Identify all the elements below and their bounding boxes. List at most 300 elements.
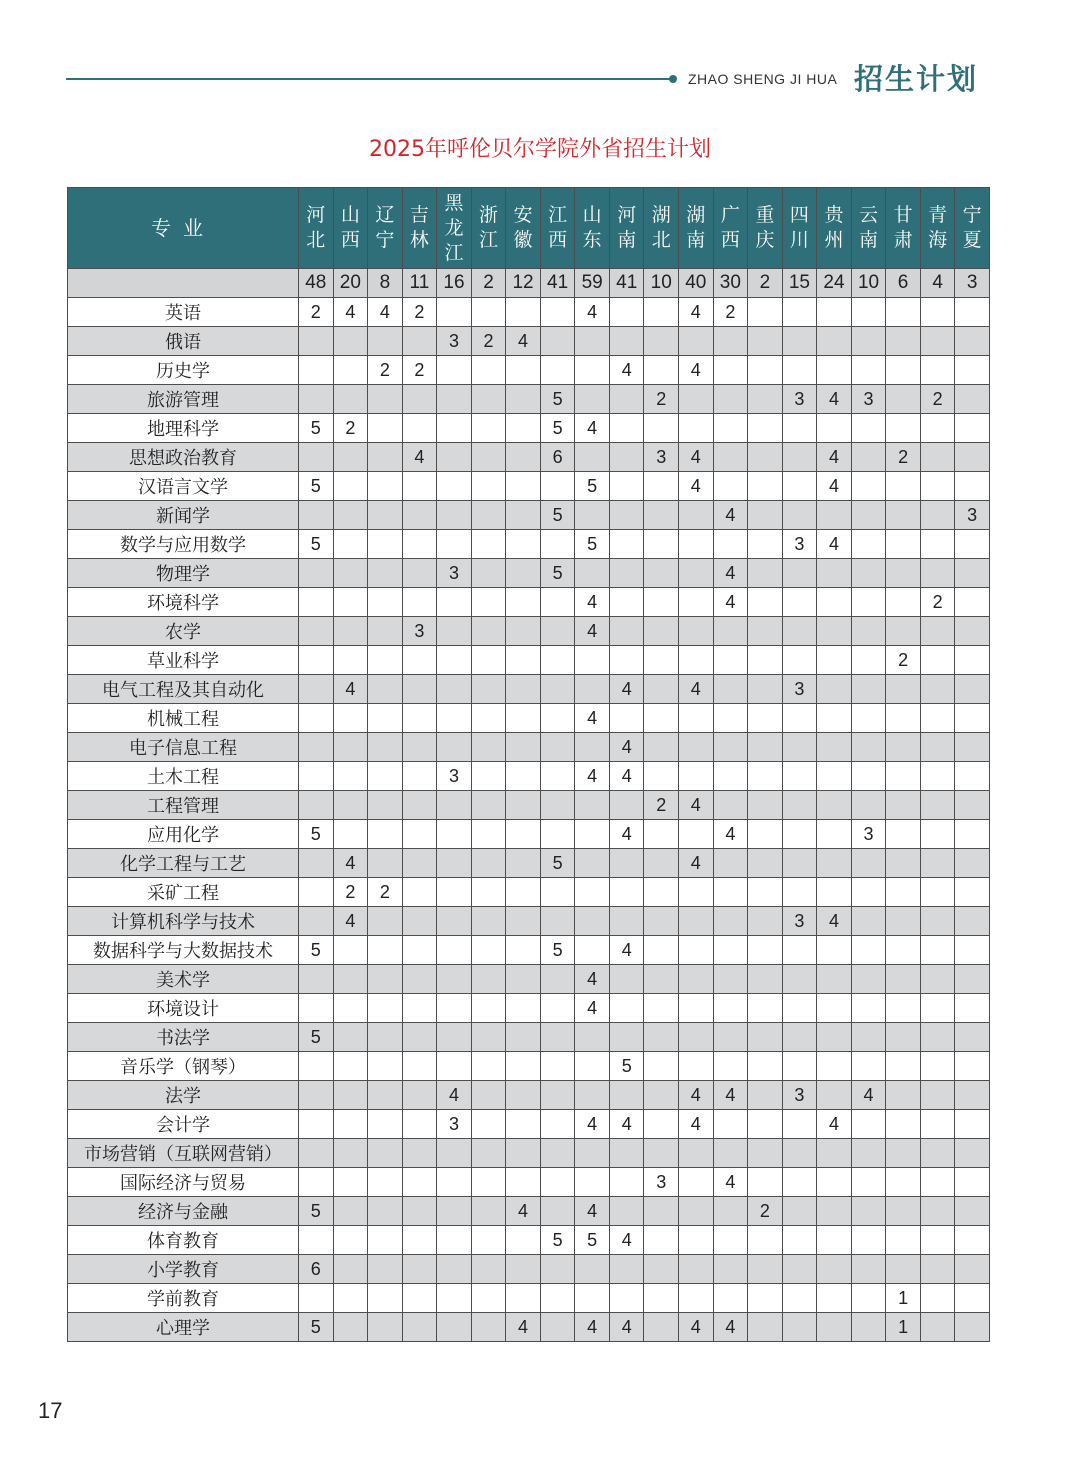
quota-cell (368, 1168, 403, 1197)
quota-cell (955, 1139, 990, 1168)
quota-cell (920, 878, 955, 907)
quota-cell (920, 791, 955, 820)
quota-cell (851, 936, 886, 965)
quota-cell (609, 1139, 644, 1168)
quota-cell (920, 1110, 955, 1139)
quota-cell (782, 1052, 817, 1081)
quota-cell (679, 1226, 714, 1255)
quota-cell (679, 1052, 714, 1081)
quota-cell (886, 1226, 921, 1255)
quota-cell (886, 588, 921, 617)
quota-cell (748, 327, 783, 356)
quota-cell (748, 965, 783, 994)
major-name: 物理学 (68, 559, 299, 588)
quota-cell (609, 878, 644, 907)
total-cell: 2 (471, 269, 506, 298)
quota-cell (851, 1110, 886, 1139)
quota-cell (955, 1052, 990, 1081)
quota-cell (679, 559, 714, 588)
quota-cell (575, 443, 610, 472)
quota-cell: 2 (886, 646, 921, 675)
quota-cell (471, 820, 506, 849)
quota-cell: 4 (575, 617, 610, 646)
quota-cell (817, 414, 852, 443)
section-title: 招生计划 (854, 62, 979, 96)
quota-cell (402, 559, 437, 588)
quota-cell (955, 327, 990, 356)
quota-cell (506, 298, 541, 327)
quota-cell (333, 501, 368, 530)
quota-cell (368, 1255, 403, 1284)
quota-cell (748, 1023, 783, 1052)
quota-cell (368, 1284, 403, 1313)
quota-cell (817, 704, 852, 733)
province-name: 湖 南 (686, 204, 706, 251)
quota-cell (817, 733, 852, 762)
quota-cell (368, 907, 403, 936)
quota-cell (609, 530, 644, 559)
quota-cell (609, 1023, 644, 1052)
quota-cell (782, 1284, 817, 1313)
quota-cell (333, 1255, 368, 1284)
quota-cell (609, 791, 644, 820)
quota-cell (471, 1313, 506, 1342)
quota-cell (920, 965, 955, 994)
quota-cell (471, 1226, 506, 1255)
quota-cell (955, 936, 990, 965)
major-name: 经济与金融 (68, 1197, 299, 1226)
major-name: 新闻学 (68, 501, 299, 530)
quota-cell (540, 1255, 575, 1284)
major-name: 汉语言文学 (68, 472, 299, 501)
major-name: 机械工程 (68, 704, 299, 733)
quota-cell (471, 849, 506, 878)
quota-cell (679, 588, 714, 617)
quota-cell (609, 443, 644, 472)
province-name: 黑 龙 江 (444, 191, 464, 264)
quota-cell: 4 (575, 588, 610, 617)
quota-cell (333, 733, 368, 762)
province-name: 甘 肃 (893, 204, 913, 251)
quota-cell (368, 675, 403, 704)
province-header (333, 188, 368, 269)
quota-cell (955, 443, 990, 472)
quota-cell (644, 994, 679, 1023)
quota-cell (540, 472, 575, 501)
quota-cell (955, 298, 990, 327)
quota-cell (471, 994, 506, 1023)
quota-cell (886, 675, 921, 704)
quota-cell (575, 907, 610, 936)
quota-cell (575, 1052, 610, 1081)
quota-cell (437, 1284, 472, 1313)
quota-cell (506, 791, 541, 820)
table-row (68, 1023, 990, 1052)
major-name: 土木工程 (68, 762, 299, 791)
quota-cell (299, 559, 334, 588)
quota-cell: 5 (299, 820, 334, 849)
quota-cell: 3 (402, 617, 437, 646)
quota-cell (886, 298, 921, 327)
quota-cell (333, 646, 368, 675)
quota-cell (782, 820, 817, 849)
quota-cell (782, 298, 817, 327)
quota-cell: 4 (333, 675, 368, 704)
quota-cell: 2 (368, 356, 403, 385)
quota-cell (851, 1139, 886, 1168)
quota-cell (679, 327, 714, 356)
quota-cell (540, 1284, 575, 1313)
quota-cell (644, 356, 679, 385)
quota-cell (333, 1023, 368, 1052)
quota-cell (437, 1255, 472, 1284)
quota-cell (644, 733, 679, 762)
quota-cell (679, 646, 714, 675)
quota-cell (817, 1313, 852, 1342)
quota-cell (782, 762, 817, 791)
quota-cell (437, 472, 472, 501)
quota-cell: 4 (402, 443, 437, 472)
quota-cell (748, 820, 783, 849)
quota-cell (402, 327, 437, 356)
quota-cell (471, 501, 506, 530)
quota-cell (886, 1168, 921, 1197)
quota-cell (368, 414, 403, 443)
quota-cell (782, 733, 817, 762)
quota-cell (402, 1313, 437, 1342)
quota-cell: 2 (471, 327, 506, 356)
quota-cell (540, 762, 575, 791)
quota-cell (713, 849, 748, 878)
quota-cell (851, 704, 886, 733)
quota-cell (299, 1284, 334, 1313)
table-row (68, 733, 990, 762)
totals-row (68, 269, 990, 298)
quota-cell (955, 1197, 990, 1226)
quota-cell (368, 704, 403, 733)
quota-cell (817, 994, 852, 1023)
quota-cell (402, 646, 437, 675)
quota-cell (748, 994, 783, 1023)
quota-cell (644, 298, 679, 327)
quota-cell (368, 327, 403, 356)
quota-cell (609, 646, 644, 675)
quota-cell (644, 1284, 679, 1313)
quota-cell (782, 1023, 817, 1052)
quota-cell (540, 965, 575, 994)
quota-cell (471, 472, 506, 501)
quota-cell (609, 501, 644, 530)
quota-cell (437, 965, 472, 994)
quota-cell (644, 762, 679, 791)
header-dot (669, 75, 677, 83)
quota-cell: 4 (506, 1197, 541, 1226)
quota-cell (437, 356, 472, 385)
quota-cell (540, 646, 575, 675)
quota-cell: 4 (368, 298, 403, 327)
quota-cell (748, 1110, 783, 1139)
major-name: 数学与应用数学 (68, 530, 299, 559)
quota-cell (540, 907, 575, 936)
quota-cell (713, 762, 748, 791)
quota-cell (851, 501, 886, 530)
table-row (68, 327, 990, 356)
quota-cell (575, 791, 610, 820)
quota-cell (679, 530, 714, 559)
quota-cell (920, 994, 955, 1023)
quota-cell (713, 1052, 748, 1081)
quota-cell (299, 385, 334, 414)
quota-cell (437, 501, 472, 530)
quota-cell: 1 (886, 1284, 921, 1313)
quota-cell: 5 (540, 559, 575, 588)
quota-cell (920, 298, 955, 327)
quota-cell (575, 733, 610, 762)
quota-cell (402, 762, 437, 791)
major-name: 书法学 (68, 1023, 299, 1052)
quota-cell (402, 820, 437, 849)
quota-cell (299, 675, 334, 704)
quota-cell (748, 588, 783, 617)
quota-cell (644, 936, 679, 965)
quota-cell (782, 356, 817, 385)
quota-cell (713, 385, 748, 414)
quota-cell (748, 356, 783, 385)
quota-cell (575, 1255, 610, 1284)
quota-cell (609, 994, 644, 1023)
quota-cell (299, 704, 334, 733)
quota-cell (782, 559, 817, 588)
document-title: 2025年呼伦贝尔学院外省招生计划 (369, 137, 711, 162)
quota-cell (368, 1313, 403, 1342)
table-row (68, 1255, 990, 1284)
quota-cell (368, 1052, 403, 1081)
quota-cell (333, 559, 368, 588)
quota-cell (817, 1081, 852, 1110)
quota-cell (920, 1255, 955, 1284)
major-name: 美术学 (68, 965, 299, 994)
quota-cell (299, 1052, 334, 1081)
quota-cell: 4 (679, 298, 714, 327)
quota-cell (368, 1023, 403, 1052)
quota-cell (782, 617, 817, 646)
quota-cell (471, 791, 506, 820)
quota-cell (368, 849, 403, 878)
province-header (644, 188, 679, 269)
total-cell: 6 (886, 269, 921, 298)
province-name: 宁 夏 (962, 204, 982, 251)
table-row (68, 356, 990, 385)
province-header (886, 188, 921, 269)
quota-cell (817, 878, 852, 907)
quota-cell (679, 762, 714, 791)
quota-cell (575, 1284, 610, 1313)
quota-cell (299, 646, 334, 675)
quota-cell (299, 501, 334, 530)
quota-cell (437, 675, 472, 704)
quota-cell (540, 791, 575, 820)
quota-cell: 5 (609, 1052, 644, 1081)
quota-cell (782, 1255, 817, 1284)
quota-cell (368, 791, 403, 820)
quota-cell (817, 820, 852, 849)
quota-cell (851, 994, 886, 1023)
quota-cell (817, 646, 852, 675)
quota-cell (782, 327, 817, 356)
quota-cell: 4 (609, 1313, 644, 1342)
province-name: 云 南 (859, 204, 879, 251)
quota-cell: 4 (713, 1081, 748, 1110)
quota-cell (748, 907, 783, 936)
quota-cell (851, 1313, 886, 1342)
quota-cell (368, 501, 403, 530)
quota-cell (782, 472, 817, 501)
quota-cell (299, 849, 334, 878)
quota-cell (644, 1226, 679, 1255)
quota-cell (851, 1168, 886, 1197)
quota-cell (920, 1168, 955, 1197)
quota-cell (713, 675, 748, 704)
quota-cell (368, 1139, 403, 1168)
table-row (68, 820, 990, 849)
quota-cell (955, 1226, 990, 1255)
quota-cell (333, 820, 368, 849)
quota-cell: 2 (333, 878, 368, 907)
quota-cell (782, 1226, 817, 1255)
quota-cell (368, 1226, 403, 1255)
totals-label-cell (68, 269, 299, 298)
quota-cell (471, 907, 506, 936)
quota-cell (471, 878, 506, 907)
quota-cell (679, 907, 714, 936)
quota-cell (679, 414, 714, 443)
table-row (68, 617, 990, 646)
quota-cell (748, 1255, 783, 1284)
quota-cell (333, 327, 368, 356)
quota-cell (471, 385, 506, 414)
quota-cell (368, 588, 403, 617)
quota-cell (540, 1023, 575, 1052)
quota-cell (540, 1197, 575, 1226)
quota-cell: 5 (540, 385, 575, 414)
quota-cell (955, 1255, 990, 1284)
province-name: 山 东 (582, 204, 602, 251)
quota-cell (886, 414, 921, 443)
quota-cell (644, 617, 679, 646)
total-cell: 8 (368, 269, 403, 298)
quota-cell: 5 (299, 936, 334, 965)
table-row (68, 907, 990, 936)
quota-cell: 4 (679, 472, 714, 501)
quota-cell (920, 327, 955, 356)
table-header-row (68, 188, 990, 269)
quota-cell (299, 965, 334, 994)
quota-cell (851, 675, 886, 704)
quota-cell (368, 1110, 403, 1139)
quota-cell: 4 (817, 385, 852, 414)
quota-cell: 4 (851, 1081, 886, 1110)
province-header (782, 188, 817, 269)
quota-cell: 5 (540, 849, 575, 878)
quota-cell (644, 501, 679, 530)
quota-cell (609, 849, 644, 878)
quota-cell: 2 (920, 588, 955, 617)
quota-cell (955, 356, 990, 385)
province-header (402, 188, 437, 269)
quota-cell (782, 849, 817, 878)
quota-cell (575, 675, 610, 704)
quota-cell (782, 1110, 817, 1139)
quota-cell (609, 414, 644, 443)
total-cell: 48 (299, 269, 334, 298)
quota-cell (506, 617, 541, 646)
quota-cell (506, 1023, 541, 1052)
quota-cell (644, 559, 679, 588)
quota-cell (299, 907, 334, 936)
quota-cell (851, 1226, 886, 1255)
quota-cell: 3 (437, 327, 472, 356)
quota-cell (886, 385, 921, 414)
quota-cell: 4 (609, 1110, 644, 1139)
quota-cell (886, 1081, 921, 1110)
quota-cell (886, 849, 921, 878)
quota-cell (886, 1139, 921, 1168)
quota-cell (851, 356, 886, 385)
quota-cell (644, 530, 679, 559)
quota-cell (955, 385, 990, 414)
quota-cell (471, 1168, 506, 1197)
total-cell: 40 (679, 269, 714, 298)
quota-cell: 5 (299, 472, 334, 501)
quota-cell (575, 327, 610, 356)
quota-cell (402, 936, 437, 965)
quota-cell (748, 675, 783, 704)
quota-cell (609, 472, 644, 501)
quota-cell: 1 (886, 1313, 921, 1342)
quota-cell (506, 472, 541, 501)
quota-cell (886, 617, 921, 646)
quota-cell (609, 588, 644, 617)
quota-cell (644, 1313, 679, 1342)
quota-cell (851, 559, 886, 588)
major-column-header: 专业 (68, 188, 299, 269)
quota-cell (402, 907, 437, 936)
major-name: 采矿工程 (68, 878, 299, 907)
quota-cell (955, 907, 990, 936)
quota-cell (437, 878, 472, 907)
table-row (68, 849, 990, 878)
quota-cell (333, 385, 368, 414)
quota-cell (920, 472, 955, 501)
quota-cell: 4 (679, 1313, 714, 1342)
quota-cell (644, 675, 679, 704)
quota-cell (644, 327, 679, 356)
enrollment-plan-table (67, 187, 990, 1342)
quota-cell (299, 617, 334, 646)
quota-cell (437, 443, 472, 472)
table-row (68, 1226, 990, 1255)
quota-cell (679, 965, 714, 994)
quota-cell (713, 530, 748, 559)
province-header (851, 188, 886, 269)
quota-cell (644, 588, 679, 617)
quota-cell: 4 (817, 1110, 852, 1139)
quota-cell (368, 559, 403, 588)
quota-cell (402, 1023, 437, 1052)
province-header (920, 188, 955, 269)
province-name: 江 西 (548, 204, 568, 251)
quota-cell (851, 762, 886, 791)
